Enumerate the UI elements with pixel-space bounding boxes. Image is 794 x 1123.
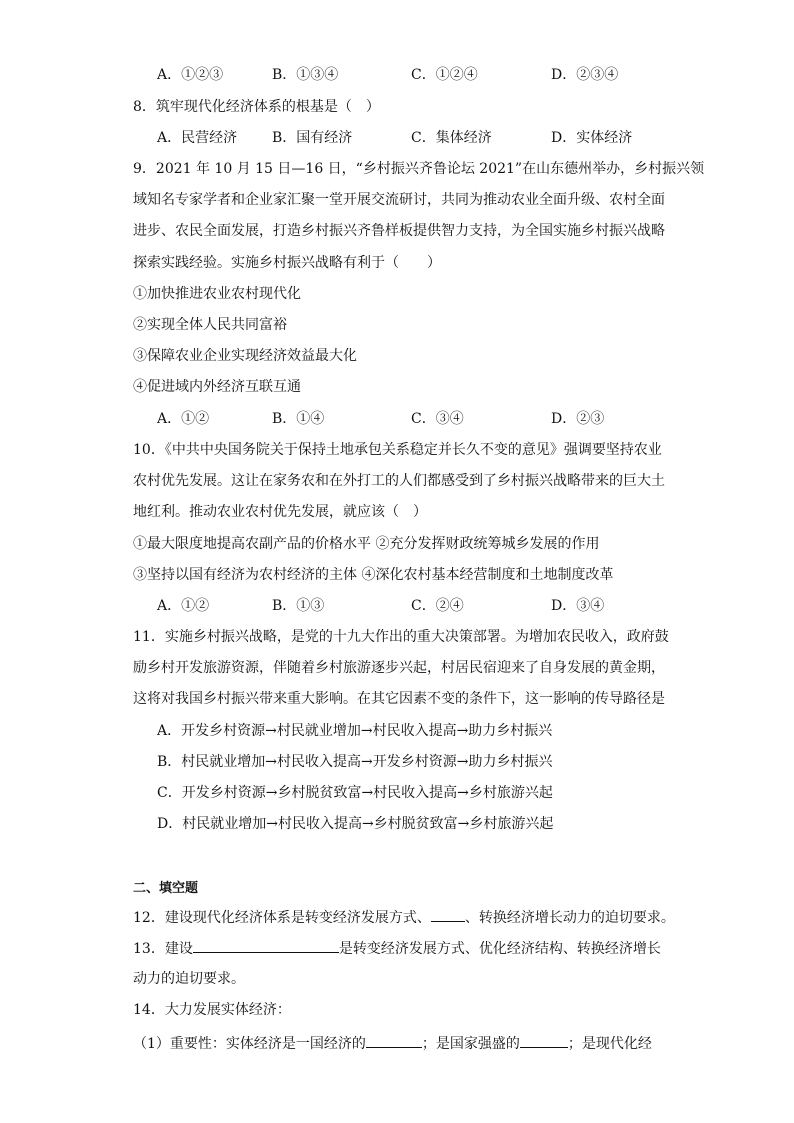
- q14-text-2: ；是国家强盛的: [421, 1036, 520, 1052]
- q11-stem-line: 11．实施乡村振兴战略，是党的十九大作出的重大决策部署。为增加农民收入，政府鼓: [133, 629, 669, 645]
- q9-item: ②实现全体人民共同富裕: [133, 317, 287, 333]
- section-title: 二、填空题: [133, 881, 199, 896]
- q14-blank-2[interactable]: [520, 1033, 568, 1048]
- q12-blank[interactable]: [431, 907, 465, 922]
- q12-stem: [133, 907, 693, 928]
- q12-text-before: 12．建设现代化经济体系是转变经济发展方式、: [133, 910, 431, 926]
- q10-option-c[interactable]: C．②④: [411, 598, 464, 614]
- q9-item: ①加快推进农业农村现代化: [133, 286, 301, 302]
- q9-stem-line: 探索实践经验。实施乡村振兴战略有利于（ ）: [133, 255, 441, 271]
- q8-option-a[interactable]: A．民营经济: [157, 130, 238, 146]
- q7-option-a[interactable]: A．①②③: [157, 67, 224, 83]
- q13-text-before: 13．建设: [133, 941, 193, 957]
- q13-text-after: 是转变经济发展方式、优化经济结构、转换经济增长: [338, 941, 661, 957]
- q9-option-a[interactable]: A．①②: [157, 411, 210, 427]
- q9-option-b[interactable]: B．①④: [272, 411, 325, 427]
- q9-stem-line: 域知名专家学者和企业家汇聚一堂开展交流研讨，共同为推动农业全面升级、农村全面: [133, 192, 665, 208]
- q11-option-a[interactable]: A．开发乡村资源→村民就业增加→村民收入提高→助力乡村振兴: [157, 723, 553, 739]
- q10-option-d[interactable]: D．③④: [551, 598, 605, 614]
- q8-option-b[interactable]: B．国有经济: [272, 130, 353, 146]
- q9-option-d[interactable]: D．②③: [551, 411, 605, 427]
- q12-text-after: 、转换经济增长动力的迫切要求。: [464, 910, 675, 926]
- q11-option-d[interactable]: D．村民就业增加→村民收入提高→乡村脱贫致富→乡村旅游兴起: [157, 816, 554, 832]
- q7-option-c[interactable]: C．①②④: [411, 67, 478, 83]
- q10-item: ③坚持以国有经济为农村经济的主体 ④深化农村基本经营制度和土地制度改革: [133, 567, 614, 583]
- q11-option-b[interactable]: B．村民就业增加→村民收入提高→开发乡村资源→助力乡村振兴: [157, 754, 553, 770]
- q13-blank[interactable]: [193, 938, 339, 953]
- q8-option-d[interactable]: D．实体经济: [551, 130, 633, 146]
- q10-options: [157, 596, 687, 616]
- q11-stem-line: 励乡村开发旅游资源，伴随着乡村旅游逐步兴起，村居民宿迎来了自身发展的黄金期，: [133, 660, 665, 676]
- q9-option-c[interactable]: C．③④: [411, 411, 464, 427]
- q10-option-a[interactable]: A．①②: [157, 598, 210, 614]
- q13-stem-line2: 动力的迫切要求。: [133, 971, 245, 987]
- q14-part1: [133, 1033, 693, 1054]
- q9-options: [157, 409, 687, 429]
- q10-stem-line: 地红利。推动农业农村优先发展，就应该（ ）: [133, 504, 427, 520]
- q14-text-3: ；是现代化经: [567, 1036, 652, 1052]
- q9-item: ④促进域内外经济互联互通: [133, 379, 301, 395]
- q9-stem-line: 9．2021 年 10 月 15 日—16 日，“乡村振兴齐鲁论坛 2021”在山东德州举办，乡村振兴领: [133, 161, 705, 177]
- q8-stem: 8．筑牢现代化经济体系的根基是（ ）: [133, 99, 380, 115]
- q11-stem-line: 这将对我国乡村振兴带来重大影响。在其它因素不变的条件下，这一影响的传导路径是: [133, 691, 665, 707]
- q8-options: [157, 128, 687, 148]
- q10-option-b[interactable]: B．①③: [272, 598, 325, 614]
- q14-text-1: （1）重要性：实体经济是一国经济的: [133, 1036, 366, 1052]
- q8-option-c[interactable]: C．集体经济: [411, 130, 492, 146]
- q14-stem: 14．大力发展实体经济：: [133, 1002, 291, 1018]
- q7-option-d[interactable]: D．②③④: [551, 67, 619, 83]
- q9-item: ③保障农业企业实现经济效益最大化: [133, 348, 357, 364]
- q14-blank-1[interactable]: [366, 1033, 422, 1048]
- q10-item: ①最大限度地提高农副产品的价格水平 ②充分发挥财政统筹城乡发展的作用: [133, 536, 600, 552]
- q10-stem-line: 10．《中共中央国务院关于保持土地承包关系稳定并长久不变的意见》强调要坚持农业: [133, 442, 662, 458]
- q10-stem-line: 农村优先发展。这让在家务农和在外打工的人们都感受到了乡村振兴战略带来的巨大土: [133, 473, 665, 489]
- q11-option-c[interactable]: C．开发乡村资源→乡村脱贫致富→村民收入提高→乡村旅游兴起: [157, 785, 553, 801]
- q13-stem: [133, 938, 693, 959]
- q7-option-b[interactable]: B．①③④: [272, 67, 339, 83]
- q9-stem-line: 进步、农民全面发展，打造乡村振兴齐鲁样板提供智力支持，为全国实施乡村振兴战略: [133, 223, 665, 239]
- q7-options: [157, 65, 687, 85]
